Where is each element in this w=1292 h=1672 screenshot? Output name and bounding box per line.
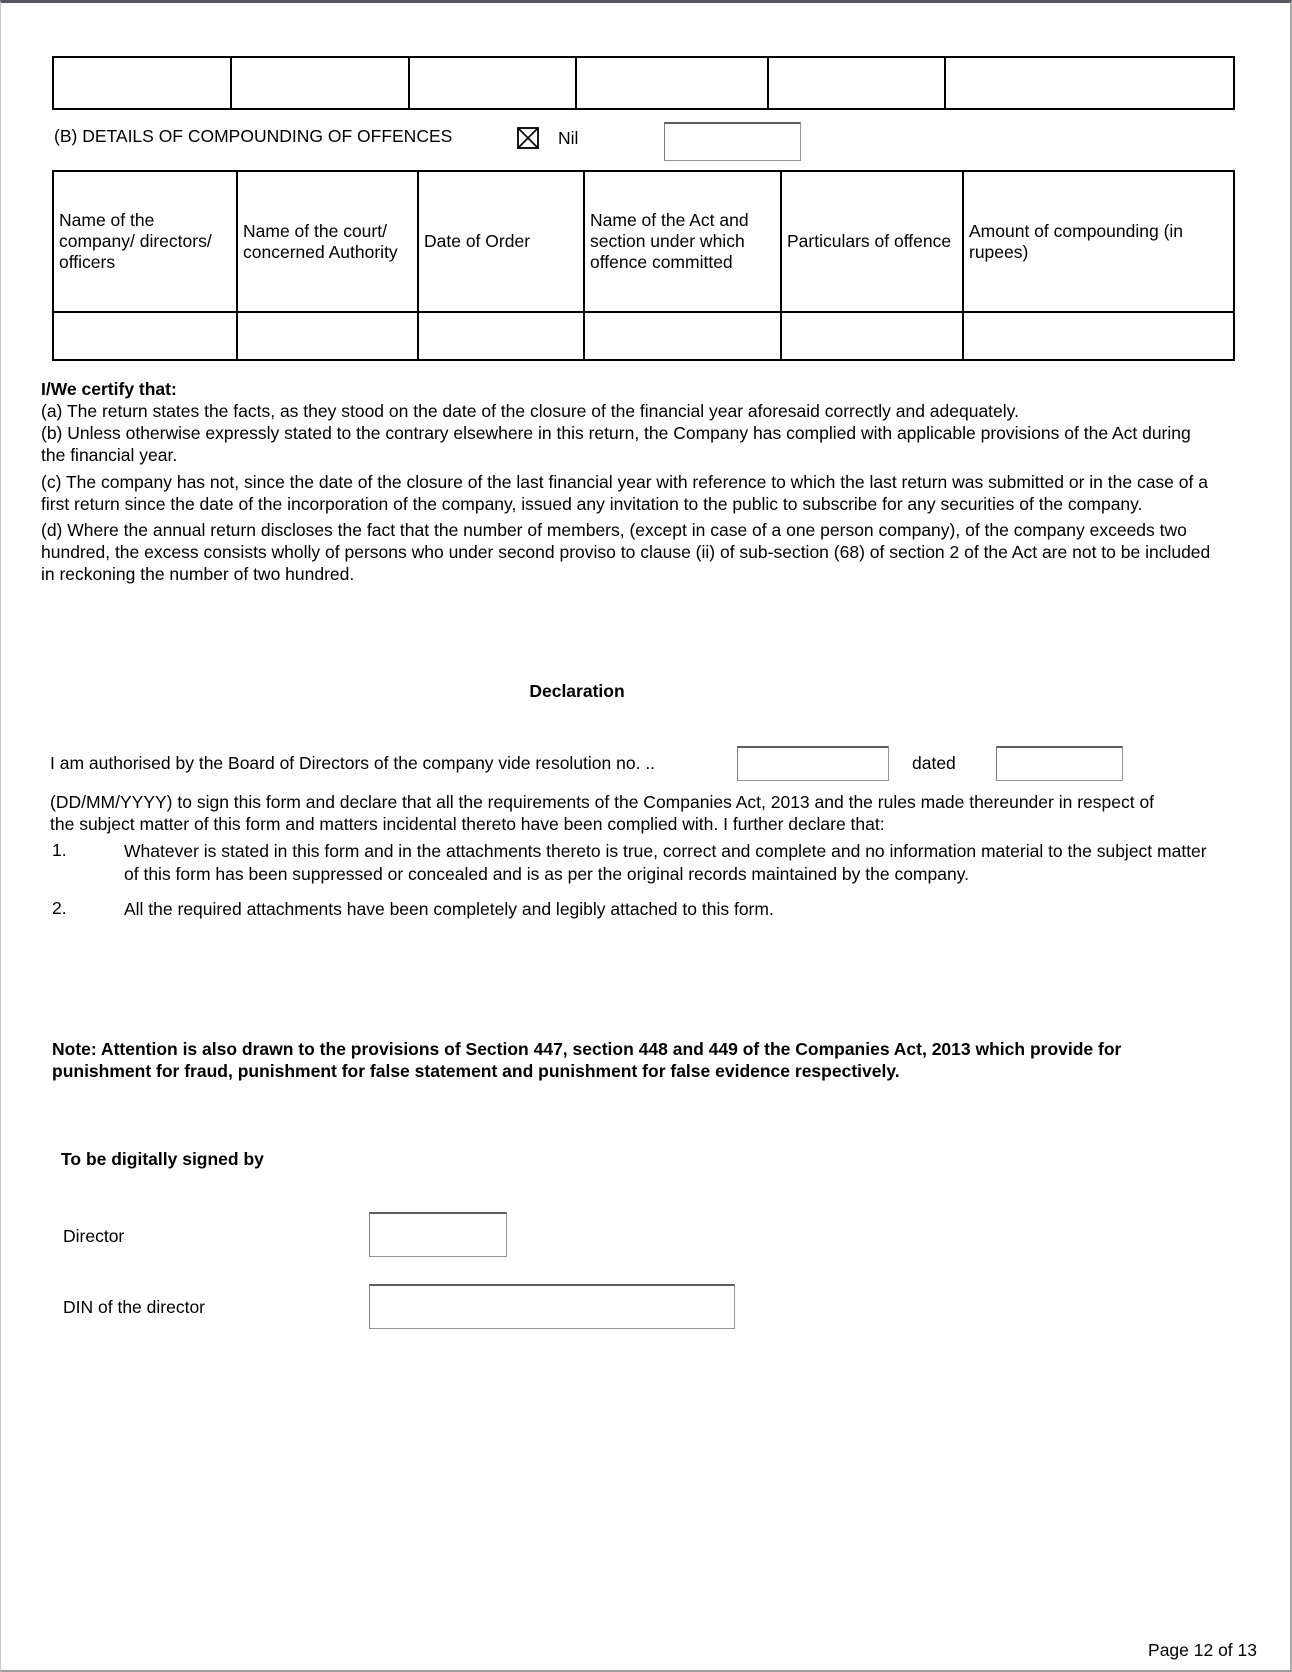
dated-field[interactable] — [996, 746, 1123, 781]
certification-item-d: (d) Where the annual return discloses the fact that the number of members, (except in case of a one person company), of the company exceeds two hundred, the excess consists wholly of persons who under second proviso to clause (ii) of sub-section (68) of section 2 of the Act are not to be included in reckoning the number of two hundred. — [41, 520, 1211, 584]
note-text: Note: Attention is also drawn to the provisions of Section 447, section 448 and 449 of the Companies Act, 2013 which provide for punishment for fraud, punishment for false statement and punishment for false evidence respectively. — [52, 1039, 1122, 1081]
resolution-number-field[interactable] — [737, 746, 889, 781]
column-header: Particulars of offence — [781, 171, 963, 312]
director-signature-field[interactable] — [369, 1212, 507, 1257]
certification-item-a: (a) The return states the facts, as they stood on the date of the closure of the financial year aforesaid correctly and adequately. — [41, 401, 1019, 421]
director-label: Director — [63, 1226, 125, 1246]
column-header: Date of Order — [418, 171, 584, 312]
certification-title: I/We certify that: — [41, 379, 177, 399]
empty-cell — [231, 57, 409, 109]
declaration-point-2 — [52, 898, 1202, 926]
declaration-heading: Declaration — [529, 681, 625, 701]
empty-cell — [584, 312, 781, 360]
page-indicator: Page 12 of 13 — [1148, 1640, 1257, 1660]
compounding-count-field[interactable] — [664, 122, 801, 161]
empty-cell — [781, 312, 963, 360]
table-row — [53, 57, 1234, 109]
authorization-text: I am authorised by the Board of Directors of the company vide resolution no. .. — [50, 753, 656, 773]
column-header: Name of the court/ concerned Authority — [237, 171, 418, 312]
empty-cell — [768, 57, 945, 109]
certification-item-c: (c) The company has not, since the date of the closure of the last financial year with reference to which the last return was submitted or in the case of a first return since the date of the incorporation of the company, issued any invitation to the public to subscribe for any securities of the company. — [41, 472, 1208, 514]
column-header: Amount of compounding (in rupees) — [963, 171, 1234, 312]
nil-checkbox[interactable] — [517, 127, 539, 149]
compounding-table — [52, 170, 1235, 361]
din-field[interactable] — [369, 1284, 735, 1329]
table-row — [53, 312, 1234, 360]
signature-heading: To be digitally signed by — [61, 1149, 264, 1169]
certification-item-b: (b) Unless otherwise expressly stated to the contrary elsewhere in this return, the Company has complied with applicable provisions of the Act during the financial year. — [41, 423, 1191, 465]
empty-cell — [963, 312, 1234, 360]
nil-label: Nil — [558, 128, 579, 148]
empty-cell — [576, 57, 768, 109]
top-continuation-table — [52, 56, 1235, 110]
empty-cell — [418, 312, 584, 360]
empty-cell — [237, 312, 418, 360]
list-text: Whatever is stated in this form and in the attachments thereto is true, correct and complete and no information material to the subject matter of this form has been suppressed or concealed and is as per the original records maintained by the company. — [124, 841, 1207, 884]
empty-cell — [409, 57, 576, 109]
dated-label: dated — [912, 753, 956, 773]
empty-cell — [945, 57, 1234, 109]
column-header: Name of the Act and section under which offence committed — [584, 171, 781, 312]
din-label: DIN of the director — [63, 1297, 205, 1317]
empty-cell — [53, 312, 237, 360]
declaration-point-1 — [52, 840, 1207, 890]
empty-cell — [53, 57, 231, 109]
list-number: 1. — [52, 840, 67, 860]
section-b-title: (B) DETAILS OF COMPOUNDING OF OFFENCES — [54, 126, 453, 146]
table-header-row — [53, 171, 1234, 312]
list-text: All the required attachments have been completely and legibly attached to this form. — [124, 899, 774, 919]
certification-block — [41, 378, 1211, 585]
list-number: 2. — [52, 898, 67, 918]
column-header: Name of the company/ directors/ officers — [53, 171, 237, 312]
declaration-body: (DD/MM/YYYY) to sign this form and declare that all the requirements of the Companies Act, 2013 and the rules made thereunder in respect of the subject matter of this form and matters incidental thereto have been complied with. I further declare that: — [50, 792, 1155, 834]
